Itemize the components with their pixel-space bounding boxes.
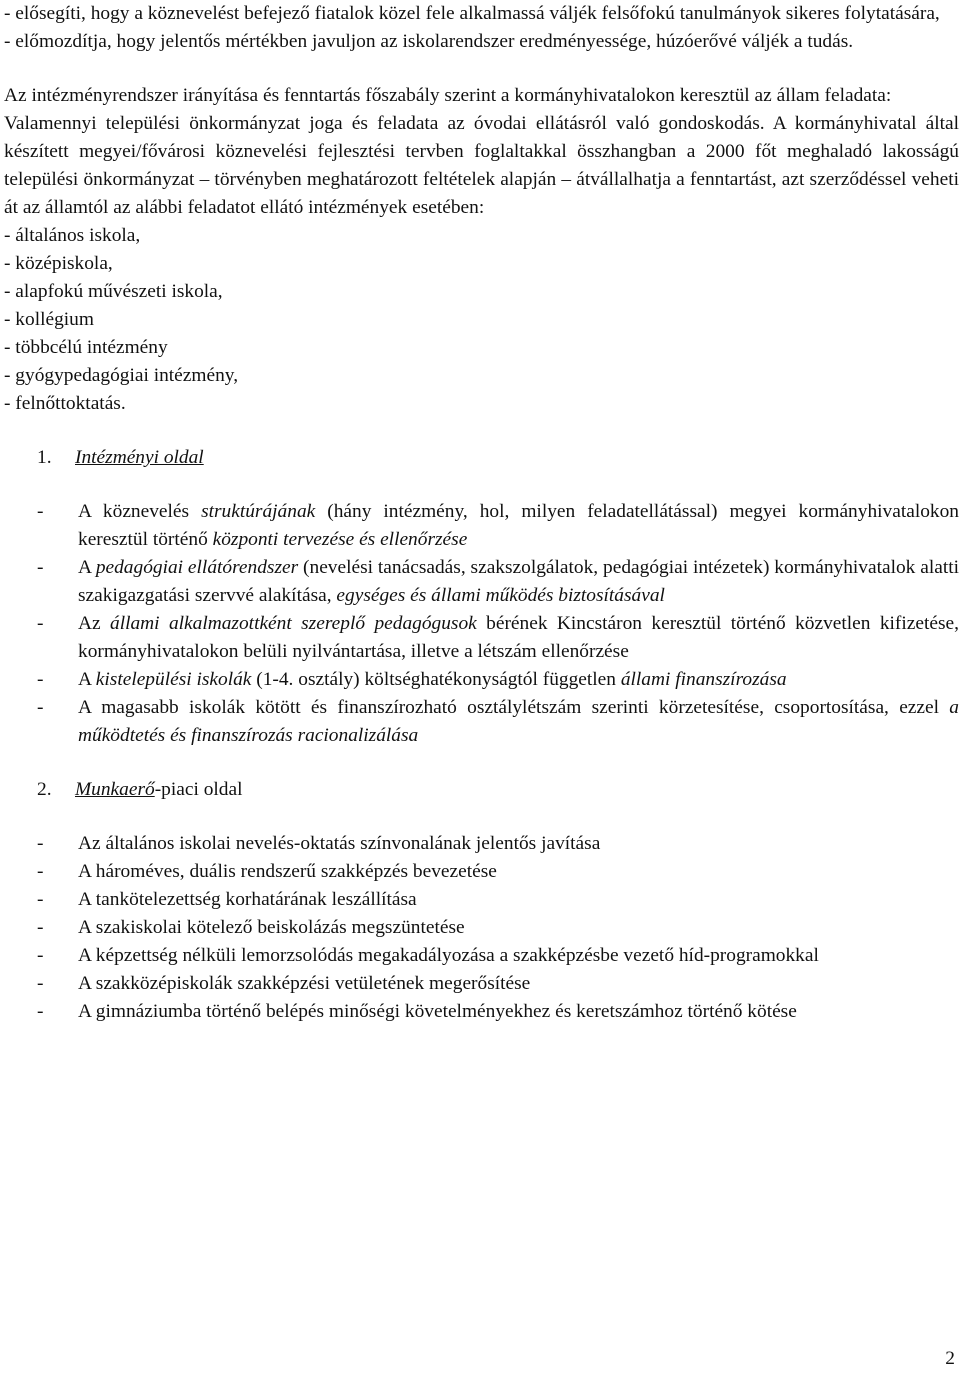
section-number: 1. <box>37 447 52 468</box>
list-dash: - <box>37 613 44 634</box>
list-dash: - <box>37 973 44 994</box>
list-dash: - <box>37 669 44 690</box>
section-title-rest: -piaci oldal <box>154 779 243 800</box>
text-run: Az <box>78 613 111 634</box>
text-run: A szakiskolai kötelező beiskolázás megszüntetése <box>78 917 465 938</box>
section-2-list <box>4 830 959 1026</box>
section-1-list <box>4 498 959 750</box>
italic-run: pedagógiai ellátórendszer <box>95 557 299 578</box>
section-heading-1 <box>4 444 959 472</box>
list-dash: - <box>37 861 44 882</box>
italic-run: állami alkalmazottként szereplő pedagógusok <box>110 613 477 634</box>
list-item <box>4 666 959 694</box>
list-item <box>4 942 959 970</box>
page-number: 2 <box>945 1348 955 1369</box>
document-page <box>4 0 959 1026</box>
list-item <box>4 886 959 914</box>
text-run: A magasabb iskolák kötött és finanszírozható osztálylétszám szerinti körzetesítése, csoportosítása, ezzel <box>78 697 950 718</box>
list-item: - többcélú intézmény <box>4 337 168 358</box>
list-item <box>4 858 959 886</box>
italic-run: a működtetés és finanszírozás racionalizálása <box>78 697 959 746</box>
intro-list <box>4 0 959 56</box>
list-item <box>4 554 959 610</box>
text-run: A hároméves, duális rendszerű szakképzés bevezetése <box>78 861 497 882</box>
text-run: A képzettség nélküli lemorzsolódás megakadályozása a szakképzésbe vezető híd-programokkal <box>78 945 819 966</box>
text-run: A <box>78 669 96 690</box>
text-run: Az általános iskolai nevelés-oktatás színvonalának jelentős javítása <box>78 833 601 854</box>
list-item: - kollégium <box>4 309 94 330</box>
paragraph-governance: Az intézményrendszer irányítása és fenntartás főszabály szerint a kormányhivatalokon keresztül az állam feladata: <box>4 85 892 106</box>
institution-list <box>4 222 959 418</box>
list-item: - alapfokú művészeti iskola, <box>4 281 223 302</box>
italic-run: egységes és állami működés biztosításával <box>336 585 665 606</box>
list-dash: - <box>37 501 44 522</box>
list-item <box>4 694 959 750</box>
list-item: - felnőttoktatás. <box>4 393 126 414</box>
intro-item: - elősegíti, hogy a köznevelést befejező fiatalok közel fele alkalmassá váljék felsőfokú tanulmányok sikeres folytatására, <box>4 3 940 24</box>
list-item <box>4 970 959 998</box>
list-item <box>4 830 959 858</box>
list-item: - középiskola, <box>4 253 113 274</box>
section-number: 2. <box>37 779 52 800</box>
list-dash: - <box>37 945 44 966</box>
list-dash: - <box>37 697 44 718</box>
list-item <box>4 610 959 666</box>
list-dash: - <box>37 833 44 854</box>
intro-item: - előmozdítja, hogy jelentős mértékben javuljon az iskolarendszer eredményessége, húzóerővé váljék a tudás. <box>4 31 854 52</box>
text-run: (hány intézmény, hol, milyen feladatellátással) megyei kormányhivatalokon keresztül történő <box>78 501 959 550</box>
text-run: (1-4. osztály) költséghatékonyságtól független <box>251 669 621 690</box>
italic-run: struktúrájának <box>201 501 316 522</box>
italic-run: állami finanszírozása <box>620 669 787 690</box>
text-run: A köznevelés <box>78 501 202 522</box>
italic-run: kistelepülési iskolák <box>95 669 252 690</box>
text-run: A tankötelezettség korhatárának leszállítása <box>78 889 417 910</box>
paragraph-municipal: Valamennyi települési önkormányzat joga és feladata az óvodai ellátásról való gondoskodás. A kormányhivatal által készített megyei/fővárosi köznevelési fejlesztési tervben foglaltakkal összhangban a 2000 főt meghaladó lakosságú települési önkormányzat – törvényben meghatározott feltételek alapján – átvállalhatja a fenntartást, azt szerződéssel veheti át az államtól az alábbi feladatot ellátó intézmények esetében: <box>4 113 959 218</box>
text-run: A szakközépiskolák szakképzési vetületének megerősítése <box>78 973 531 994</box>
text-run: A <box>78 557 96 578</box>
text-run: (nevelési tanácsadás, szakszolgálatok, pedagógiai intézetek) kormányhivatalok alatti szakigazgatási szervvé alakítása, <box>78 557 960 606</box>
section-heading-2 <box>4 776 959 804</box>
list-dash: - <box>37 917 44 938</box>
list-dash: - <box>37 889 44 910</box>
section-title-italic: Munkaerő <box>75 779 155 800</box>
list-dash: - <box>37 1001 44 1022</box>
list-item <box>4 498 959 554</box>
text-run: bérének Kincstáron keresztül történő közvetlen kifizetése, kormányhivatalokon belüli nyilvántartása, illetve a létszám ellenőrzése <box>78 613 959 662</box>
list-item: - általános iskola, <box>4 225 141 246</box>
list-dash: - <box>37 557 44 578</box>
list-item: - gyógypedagógiai intézmény, <box>4 365 239 386</box>
list-item <box>4 914 959 942</box>
text-run: A gimnáziumba történő belépés minőségi követelményekhez és keretszámhoz történő kötése <box>78 1001 797 1022</box>
section-title: Intézményi oldal <box>75 447 204 468</box>
italic-run: központi tervezése és ellenőrzése <box>212 529 468 550</box>
list-item <box>4 998 959 1026</box>
